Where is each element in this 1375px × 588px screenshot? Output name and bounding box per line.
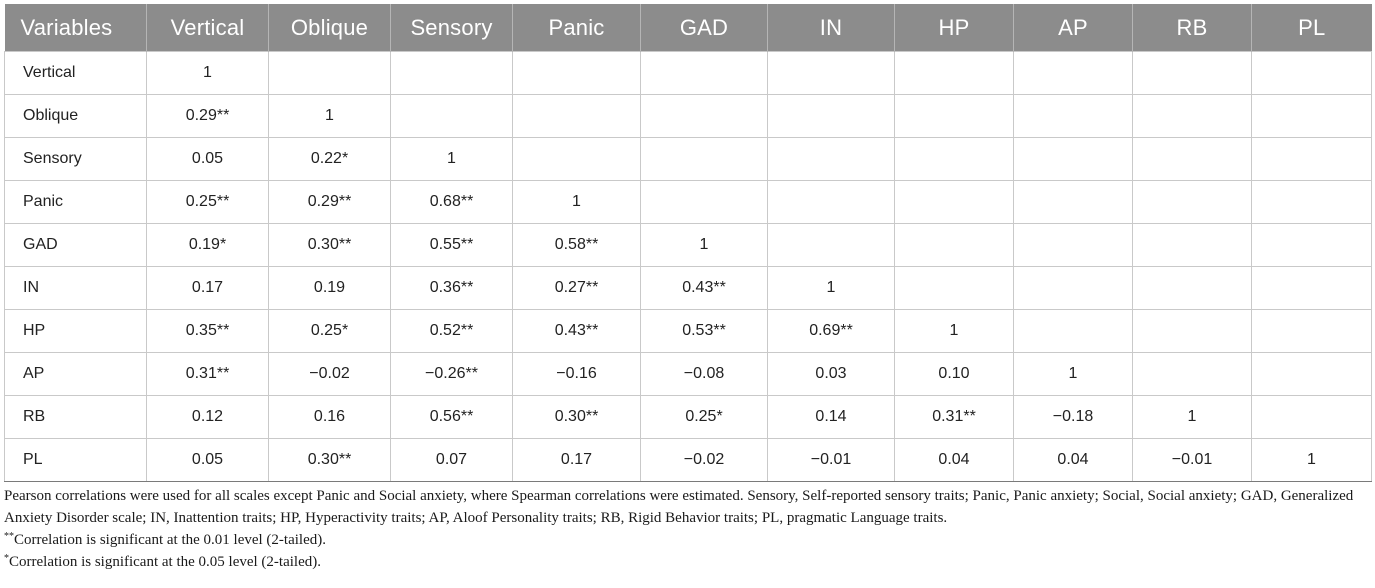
correlation-cell	[1252, 138, 1372, 181]
table-row	[5, 267, 1372, 310]
column-header: Vertical	[147, 4, 269, 52]
table-row	[5, 439, 1372, 482]
correlation-cell: −0.08	[641, 353, 768, 396]
row-label-cell: AP	[5, 353, 147, 396]
row-label-cell: RB	[5, 396, 147, 439]
correlation-cell: 0.25**	[147, 181, 269, 224]
correlation-cell: 0.05	[147, 439, 269, 482]
correlation-cell	[768, 224, 895, 267]
note-text-001: Correlation is significant at the 0.01 level (2-tailed).	[14, 532, 326, 548]
note-text-005: Correlation is significant at the 0.05 level (2-tailed).	[9, 554, 321, 570]
correlation-cell: −0.18	[1014, 396, 1133, 439]
correlation-cell	[1252, 95, 1372, 138]
correlation-cell: 0.30**	[269, 439, 391, 482]
table-row	[5, 138, 1372, 181]
correlation-cell: 0.56**	[391, 396, 513, 439]
correlation-cell: 0.07	[391, 439, 513, 482]
correlation-cell	[1133, 52, 1252, 95]
row-label-cell: Panic	[5, 181, 147, 224]
note-marker-001: **	[4, 531, 14, 542]
correlation-cell	[895, 52, 1014, 95]
correlation-cell: 0.31**	[147, 353, 269, 396]
correlation-table-container	[4, 4, 1371, 482]
correlation-cell	[1252, 224, 1372, 267]
table-row	[5, 224, 1372, 267]
correlation-cell: 0.36**	[391, 267, 513, 310]
correlation-cell	[1133, 224, 1252, 267]
correlation-cell: 1	[391, 138, 513, 181]
correlation-cell	[1133, 267, 1252, 310]
note-significance-005	[4, 551, 1371, 573]
correlation-cell	[391, 95, 513, 138]
correlation-cell: 1	[1133, 396, 1252, 439]
row-label-cell: PL	[5, 439, 147, 482]
correlation-cell: 1	[641, 224, 768, 267]
correlation-cell	[1133, 353, 1252, 396]
table-body	[5, 52, 1372, 482]
column-header: Oblique	[269, 4, 391, 52]
column-header: Sensory	[391, 4, 513, 52]
correlation-cell	[1133, 181, 1252, 224]
column-header: AP	[1014, 4, 1133, 52]
correlation-cell	[1014, 95, 1133, 138]
correlation-cell: 0.43**	[641, 267, 768, 310]
table-row	[5, 396, 1372, 439]
correlation-cell: 0.19*	[147, 224, 269, 267]
correlation-cell	[1252, 181, 1372, 224]
correlation-cell: 1	[513, 181, 641, 224]
correlation-cell: 0.17	[513, 439, 641, 482]
correlation-table	[4, 4, 1372, 482]
correlation-cell: 0.04	[895, 439, 1014, 482]
correlation-cell	[1133, 138, 1252, 181]
correlation-cell	[1014, 181, 1133, 224]
correlation-cell: 1	[768, 267, 895, 310]
correlation-cell	[1014, 310, 1133, 353]
correlation-cell	[895, 224, 1014, 267]
row-label-cell: Vertical	[5, 52, 147, 95]
column-header: HP	[895, 4, 1014, 52]
row-label-cell: Sensory	[5, 138, 147, 181]
row-label-cell: HP	[5, 310, 147, 353]
correlation-cell: −0.01	[1133, 439, 1252, 482]
correlation-cell: 0.31**	[895, 396, 1014, 439]
table-row	[5, 52, 1372, 95]
correlation-cell: 1	[1014, 353, 1133, 396]
correlation-cell: 0.43**	[513, 310, 641, 353]
correlation-cell	[391, 52, 513, 95]
row-label-cell: IN	[5, 267, 147, 310]
correlation-cell: −0.02	[269, 353, 391, 396]
correlation-cell: 0.52**	[391, 310, 513, 353]
correlation-cell	[895, 181, 1014, 224]
correlation-cell: 0.29**	[269, 181, 391, 224]
correlation-cell: 0.17	[147, 267, 269, 310]
correlation-cell: 0.55**	[391, 224, 513, 267]
note-marker-005: *	[4, 553, 9, 564]
column-header: RB	[1133, 4, 1252, 52]
correlation-cell	[1133, 95, 1252, 138]
correlation-cell: 0.69**	[768, 310, 895, 353]
correlation-cell	[895, 267, 1014, 310]
correlation-cell: 0.29**	[147, 95, 269, 138]
correlation-cell	[513, 95, 641, 138]
table-notes	[4, 485, 1371, 573]
correlation-cell	[1252, 396, 1372, 439]
note-main: Pearson correlations were used for all scales except Panic and Social anxiety, where Spearman correlations were estimated. Sensory, Self-reported sensory traits; Panic, Panic anxiety; Social, Social anxiety; GAD, Generalized Anxiety Disorder scale; IN, Inattention traits; HP, Hyperactivity traits; AP, Aloof Personality traits; RB, Rigid Behavior traits; PL, pragmatic Language traits.	[4, 488, 1354, 526]
correlation-cell: 0.19	[269, 267, 391, 310]
correlation-cell: 0.30**	[269, 224, 391, 267]
table-row	[5, 353, 1372, 396]
correlation-cell: 1	[895, 310, 1014, 353]
correlation-cell	[1252, 52, 1372, 95]
column-header: IN	[768, 4, 895, 52]
correlation-cell	[895, 138, 1014, 181]
correlation-cell	[1014, 267, 1133, 310]
correlation-cell: 0.14	[768, 396, 895, 439]
column-header: Variables	[5, 4, 147, 52]
table-row	[5, 181, 1372, 224]
correlation-cell	[513, 138, 641, 181]
column-header: PL	[1252, 4, 1372, 52]
correlation-cell: 0.03	[768, 353, 895, 396]
correlation-cell	[1014, 224, 1133, 267]
correlation-cell	[641, 52, 768, 95]
correlation-cell: 0.22*	[269, 138, 391, 181]
correlation-cell: 0.58**	[513, 224, 641, 267]
table-row	[5, 95, 1372, 138]
note-significance-001	[4, 529, 1371, 551]
correlation-cell: 0.04	[1014, 439, 1133, 482]
correlation-cell: 0.25*	[641, 396, 768, 439]
correlation-cell: 0.12	[147, 396, 269, 439]
correlation-cell: 0.16	[269, 396, 391, 439]
correlation-cell: −0.26**	[391, 353, 513, 396]
correlation-cell: −0.01	[768, 439, 895, 482]
correlation-cell: 0.25*	[269, 310, 391, 353]
correlation-cell	[768, 181, 895, 224]
correlation-cell	[513, 52, 641, 95]
correlation-cell	[269, 52, 391, 95]
correlation-cell: 0.30**	[513, 396, 641, 439]
column-header: Panic	[513, 4, 641, 52]
correlation-cell: 0.35**	[147, 310, 269, 353]
correlation-cell	[1133, 310, 1252, 353]
correlation-cell	[768, 95, 895, 138]
correlation-cell	[641, 181, 768, 224]
correlation-cell	[1252, 267, 1372, 310]
table-row	[5, 310, 1372, 353]
correlation-cell: 0.27**	[513, 267, 641, 310]
correlation-cell	[895, 95, 1014, 138]
row-label-cell: Oblique	[5, 95, 147, 138]
correlation-cell: 0.68**	[391, 181, 513, 224]
correlation-cell: −0.16	[513, 353, 641, 396]
correlation-cell	[768, 138, 895, 181]
correlation-cell: 1	[269, 95, 391, 138]
correlation-cell	[1252, 310, 1372, 353]
correlation-cell	[1252, 353, 1372, 396]
header-row	[5, 4, 1372, 52]
correlation-cell: 0.53**	[641, 310, 768, 353]
correlation-cell: 0.10	[895, 353, 1014, 396]
column-header: GAD	[641, 4, 768, 52]
row-label-cell: GAD	[5, 224, 147, 267]
correlation-cell: 1	[147, 52, 269, 95]
correlation-cell	[1014, 138, 1133, 181]
correlation-cell: 0.05	[147, 138, 269, 181]
correlation-cell: 1	[1252, 439, 1372, 482]
correlation-cell	[641, 138, 768, 181]
correlation-cell	[768, 52, 895, 95]
correlation-cell: −0.02	[641, 439, 768, 482]
correlation-cell	[1014, 52, 1133, 95]
correlation-cell	[641, 95, 768, 138]
